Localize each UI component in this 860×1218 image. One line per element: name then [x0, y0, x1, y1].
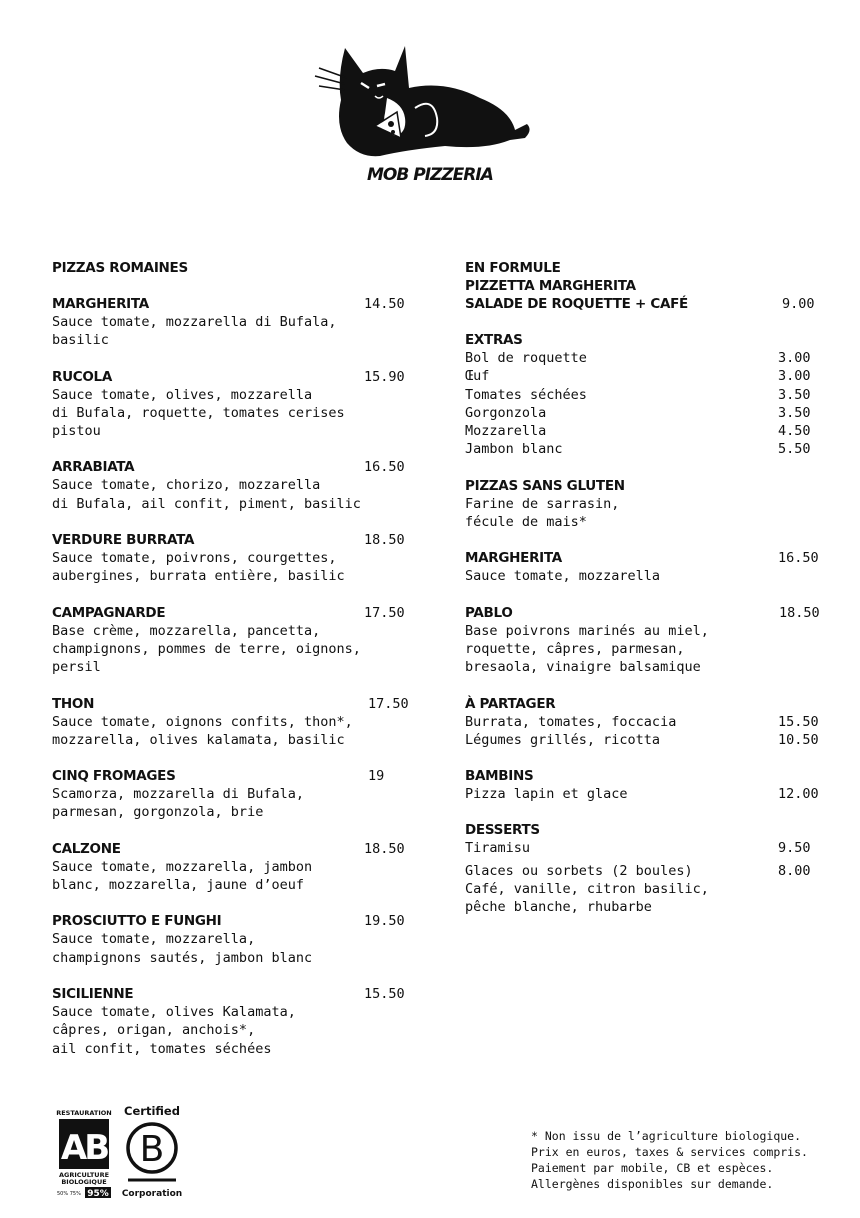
menu-item: [52, 912, 412, 967]
desserts-title: DESSERTS: [465, 822, 540, 839]
item-name: THON: [52, 695, 95, 712]
sharing-title: À PARTAGER: [465, 695, 556, 712]
svg-text:Certified: Certified: [124, 1104, 180, 1118]
item-description: Sauce tomate, chorizo, mozzarella di Bufala, ail confit, piment, basilic: [52, 477, 361, 512]
item-description: Base crème, mozzarella, pancetta, champignons, pommes de terre, oignons, persil: [52, 622, 361, 676]
kids-label: Pizza lapin et glace: [465, 786, 628, 803]
menu-item: [52, 604, 412, 677]
item-name: PABLO: [465, 604, 513, 621]
svg-text:AB: AB: [60, 1128, 108, 1168]
svg-text:BIOLOGIQUE: BIOLOGIQUE: [61, 1178, 107, 1186]
item-name: ARRABIATA: [52, 459, 135, 476]
item-name: CALZONE: [52, 840, 121, 857]
dessert-label: Glaces ou sorbets (2 boules): [465, 862, 693, 879]
menu-item: [52, 458, 412, 513]
item-name: RUCOLA: [52, 368, 112, 385]
menu-item: [52, 531, 412, 586]
item-name: MARGHERITA: [52, 296, 149, 312]
extra-label: Œuf: [465, 368, 490, 385]
menu-item: [52, 767, 412, 822]
menu-item: [52, 985, 412, 1058]
gluten-free-title: PIZZAS SANS GLUTEN: [465, 477, 625, 494]
extra-price: 3.00: [778, 350, 811, 366]
formule-salad-coffee: SALADE DE ROQUETTE + CAFÉ: [465, 296, 688, 312]
menu-item: [465, 604, 825, 677]
formule-price: 9.00: [782, 296, 815, 312]
extra-item: [465, 367, 825, 385]
extra-label: Gorgonzola: [465, 404, 547, 421]
kids-title: BAMBINS: [465, 768, 534, 785]
sharing-item: [465, 731, 825, 749]
sharing-label: Burrata, tomates, foccacia: [465, 713, 677, 730]
sharing-block: [465, 695, 825, 750]
svg-text:B: B: [139, 1129, 165, 1170]
item-name: CAMPAGNARDE: [52, 604, 166, 621]
item-description: Sauce tomate, oignons confits, thon*, mozzarella, olives kalamata, basilic: [52, 713, 353, 748]
menu-item: [52, 840, 412, 895]
extra-item: [465, 386, 825, 404]
item-name: VERDURE BURRATA: [52, 532, 195, 549]
svg-text:AGRICULTURE: AGRICULTURE: [58, 1171, 110, 1179]
cat-logo: [305, 38, 540, 188]
brand-wordmark: MOB PIZZERIA: [367, 165, 493, 185]
item-description: Sauce tomate, olives, mozzarella di Bufala, roquette, tomates cerises pistou: [52, 386, 345, 440]
item-price: 14.50: [364, 296, 405, 312]
item-name: MARGHERITA: [465, 550, 562, 567]
item-description: Sauce tomate, mozzarella di Bufala, basilic: [52, 314, 337, 349]
menu-item: [465, 549, 825, 585]
svg-text:Corporation: Corporation: [122, 1189, 182, 1199]
item-description: Sauce tomate, mozzarella, jambon blanc, mozzarella, jaune d’oeuf: [52, 858, 313, 894]
extra-price: 3.00: [778, 368, 811, 385]
extras-block: [465, 331, 825, 459]
item-description: Sauce tomate, mozzarella: [465, 568, 661, 585]
b-corp-label-icon: [122, 1104, 182, 1200]
kids-item: [465, 785, 825, 803]
extra-label: Tomates séchées: [465, 386, 587, 403]
svg-text:95%: 95%: [87, 1189, 109, 1199]
menu-item: [52, 368, 412, 441]
extra-price: 4.50: [778, 423, 811, 440]
item-description: Sauce tomate, mozzarella, champignons sautés, jambon blanc: [52, 931, 313, 966]
extra-item: [465, 404, 825, 422]
gluten-free-block: [465, 477, 825, 532]
item-price: 16.50: [778, 550, 819, 567]
sharing-price: 15.50: [778, 713, 819, 730]
formule-pizza: PIZZETTA MARGHERITA: [465, 278, 636, 294]
kids-block: [465, 767, 825, 803]
extra-price: 5.50: [778, 441, 811, 458]
item-name: PROSCIUTTO E FUNGHI: [52, 913, 222, 930]
kids-price: 12.00: [778, 786, 819, 803]
item-name: SICILIENNE: [52, 985, 134, 1002]
extra-label: Bol de roquette: [465, 350, 587, 366]
svg-text:50% 75%: 50% 75%: [57, 1191, 81, 1197]
item-price: 17.50: [364, 604, 405, 621]
sharing-item: [465, 713, 825, 731]
extra-label: Jambon blanc: [465, 441, 563, 458]
section-title-pizzas-romaines: PIZZAS ROMAINES: [52, 260, 188, 276]
desserts-block: [465, 821, 825, 916]
item-price: 16.50: [364, 459, 405, 476]
extra-item: [465, 440, 825, 458]
item-price: 15.90: [364, 368, 405, 385]
item-name: CINQ FROMAGES: [52, 768, 176, 785]
item-price: 17.50: [368, 695, 409, 712]
dessert-flavors: Café, vanille, citron basilic, pêche blanche, rhubarbe: [465, 881, 709, 916]
cat-icon: [315, 46, 530, 156]
svg-text:RESTAURATION: RESTAURATION: [56, 1109, 112, 1117]
item-description: Base poivrons marinés au miel, roquette, câpres, parmesan, bresaola, vinaigre balsamique: [465, 622, 709, 676]
left-column: [52, 259, 412, 1076]
sharing-price: 10.50: [778, 731, 819, 748]
item-price: 18.50: [364, 840, 405, 857]
item-price: 19.50: [364, 913, 405, 930]
item-description: Sauce tomate, olives Kalamata, câpres, origan, anchois*, ail confit, tomates séchées: [52, 1003, 296, 1057]
formule-title: EN FORMULE: [465, 260, 561, 276]
item-price: 18.50: [779, 604, 820, 621]
footer-note: * Non issu de l’agriculture biologique. Prix en euros, taxes & services compris. Paiement par mobile, CB et espèces. Allergènes disponibles sur demande.: [531, 1129, 808, 1191]
extra-price: 3.50: [778, 386, 811, 403]
dessert-label: Tiramisu: [465, 840, 531, 857]
sharing-label: Légumes grillés, ricotta: [465, 731, 661, 748]
item-description: Sauce tomate, poivrons, courgettes, aubergines, burrata entière, basilic: [52, 550, 345, 585]
dessert-price: 8.00: [778, 862, 811, 879]
extra-price: 3.50: [778, 404, 811, 421]
item-price: 15.50: [364, 985, 405, 1002]
extra-item: [465, 422, 825, 440]
gluten-free-description: Farine de sarrasin, fécule de mais*: [465, 495, 620, 531]
menu-item: [52, 695, 412, 750]
extra-label: Mozzarella: [465, 423, 547, 440]
dessert-item: [465, 839, 825, 857]
item-price: 19: [368, 768, 385, 785]
item-price: 18.50: [364, 532, 405, 549]
formule-block: [465, 259, 825, 313]
item-description: Scamorza, mozzarella di Bufala, parmesan, gorgonzola, brie: [52, 786, 304, 821]
menu-item: [52, 295, 412, 350]
extras-title: EXTRAS: [465, 332, 523, 348]
dessert-price: 9.50: [778, 840, 811, 857]
right-column: [465, 259, 825, 935]
dessert-item: [465, 862, 825, 880]
extra-item: [465, 349, 825, 367]
ab-organic-label-icon: [55, 1107, 113, 1199]
